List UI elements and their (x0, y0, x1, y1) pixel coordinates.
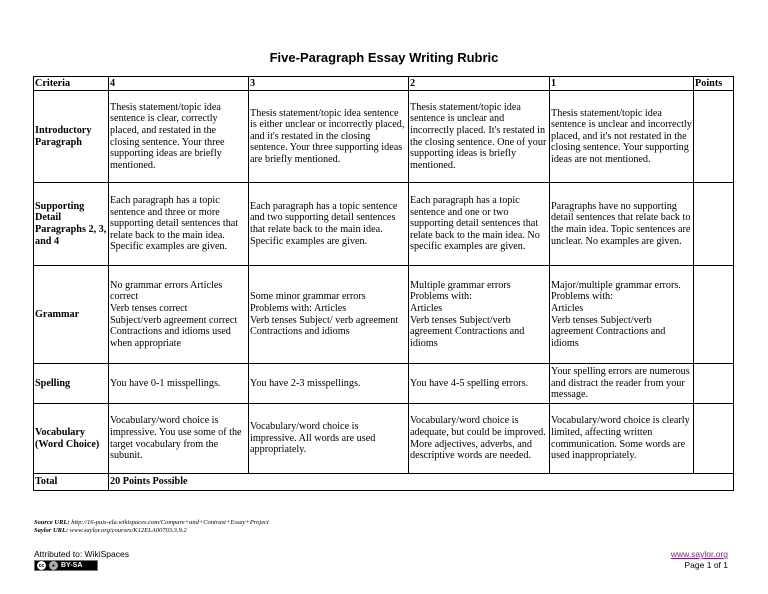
total-label: Total (34, 474, 109, 491)
points-cell (694, 183, 734, 266)
score-3-cell (249, 266, 409, 364)
criteria-cell: Vocabulary (Word Choice) (34, 404, 109, 474)
cell-line: Articles (551, 302, 584, 314)
source-url: http://16-pais-ela.wikispaces.com/Compare+and+Contrast+Essay+Project (71, 519, 269, 526)
criteria-cell: Supporting Detail Paragraphs 2, 3, and 4 (34, 183, 109, 266)
table-header-row (34, 77, 734, 91)
score-2-cell (409, 266, 550, 364)
points-cell (694, 266, 734, 364)
rubric-table (33, 76, 734, 491)
table-row (34, 91, 734, 183)
by-icon: ● (49, 561, 58, 570)
header-3: 3 (249, 77, 409, 91)
total-value: 20 Points Possible (109, 474, 734, 491)
cell-line: Verb tenses Subject/ verb agreement Contractions and idioms (250, 314, 399, 338)
score-1-cell (550, 266, 694, 364)
source-line (34, 519, 269, 527)
header-2: 2 (409, 77, 550, 91)
cc-license-badge[interactable] (34, 560, 98, 571)
score-3-cell: Each paragraph has a topic sentence and two supporting detail sentences that relate back to the main idea. Specific examples are given. (249, 183, 409, 266)
cell-line: No grammar errors Articles correct (110, 279, 223, 303)
page-number: Page 1 of 1 (684, 560, 728, 570)
cell-line: Subject/verb agreement correct (110, 314, 238, 326)
cell-line: Some minor grammar errors (250, 291, 366, 303)
points-cell (694, 404, 734, 474)
cell-line: Verb tenses Subject/verb agreement Contractions and idioms (551, 314, 666, 349)
attribution: Attributed to: WikiSpaces (34, 549, 129, 559)
score-3-cell: Thesis statement/topic idea sentence is either unclear or incorrectly placed, and it's restated in the closing sentence. Your three supporting ideas are briefly mentioned. (249, 91, 409, 183)
cell-line: Verb tenses correct (110, 302, 188, 314)
score-4-cell: You have 0-1 misspellings. (109, 364, 249, 404)
cell-line: Contractions and idioms used when appropriate (110, 326, 231, 349)
criteria-cell: Introductory Paragraph (34, 91, 109, 183)
score-2-cell: Thesis statement/topic idea sentence is unclear and incorrectly placed. It's restated in the closing sentence. One of your supporting ideas is briefly mentioned. (409, 91, 550, 183)
saylor-url: www.saylor.org/courses/K12ELA00703.3.9.2 (69, 526, 187, 534)
saylor-label: Saylor URL: (34, 526, 69, 534)
table-row (34, 404, 734, 474)
header-1: 1 (550, 77, 694, 91)
header-points: Points (694, 77, 734, 91)
score-2-cell: You have 4-5 spelling errors. (409, 364, 550, 404)
points-cell (694, 364, 734, 404)
score-3-cell: Vocabulary/word choice is impressive. All words are used appropriately. (249, 404, 409, 474)
score-4-cell: Thesis statement/topic idea sentence is clear, correctly placed, and restated in the closing sentence. Your three supporting ideas are briefly mentioned. (109, 91, 249, 183)
source-info (34, 519, 269, 534)
total-row (34, 474, 734, 491)
score-2-cell: Each paragraph has a topic sentence and one or two supporting detail sentences that relate back to the main idea. No specific examples are given. (409, 183, 550, 266)
table-row (34, 364, 734, 404)
score-4-cell: Vocabulary/word choice is impressive. You use some of the target vocabulary from the subunit. (109, 404, 249, 474)
criteria-cell: Spelling (34, 364, 109, 404)
score-4-cell: Each paragraph has a topic sentence and three or more supporting detail sentences that relate back to the main idea. Specific examples are given. (109, 183, 249, 266)
source-label: Source URL: (34, 519, 70, 526)
score-3-cell: You have 2-3 misspellings. (249, 364, 409, 404)
table-row (34, 266, 734, 364)
score-2-cell: Vocabulary/word choice is adequate, but could be improved. More adjectives, adverbs, and descriptive words are needed. (409, 404, 550, 474)
score-4-cell (109, 266, 249, 364)
points-cell (694, 91, 734, 183)
criteria-cell: Grammar (34, 266, 109, 364)
cell-line: Verb tenses Subject/verb agreement Contractions and idioms (410, 314, 525, 349)
saylor-line (34, 527, 269, 535)
cell-line: Problems with: (551, 291, 613, 303)
cell-line: Problems with: Articles (250, 302, 347, 314)
page-title: Five-Paragraph Essay Writing Rubric (269, 50, 499, 65)
table-row (34, 183, 734, 266)
cell-line: Multiple grammar errors (410, 279, 511, 291)
saylor-link[interactable]: www.saylor.org (670, 549, 728, 559)
license-label: BY-SA (61, 562, 83, 569)
cell-line: Major/multiple grammar errors. (551, 279, 681, 291)
header-4: 4 (109, 77, 249, 91)
cc-icon: cc (38, 562, 45, 569)
score-1-cell: Vocabulary/word choice is clearly limited, affecting written communication. Some words are used inappropriately. (550, 404, 694, 474)
score-1-cell: Your spelling errors are numerous and distract the reader from your message. (550, 364, 694, 404)
cell-line: Problems with: (410, 291, 472, 303)
cell-line: Articles (410, 302, 443, 314)
score-1-cell: Paragraphs have no supporting detail sentences that relate back to the main idea. Topic sentences are unclear. No examples are given. (550, 183, 694, 266)
score-1-cell: Thesis statement/topic idea sentence is unclear and incorrectly placed, and it's not restated in the closing sentence. Your supporting ideas are not mentioned. (550, 91, 694, 183)
header-criteria: Criteria (34, 77, 109, 91)
